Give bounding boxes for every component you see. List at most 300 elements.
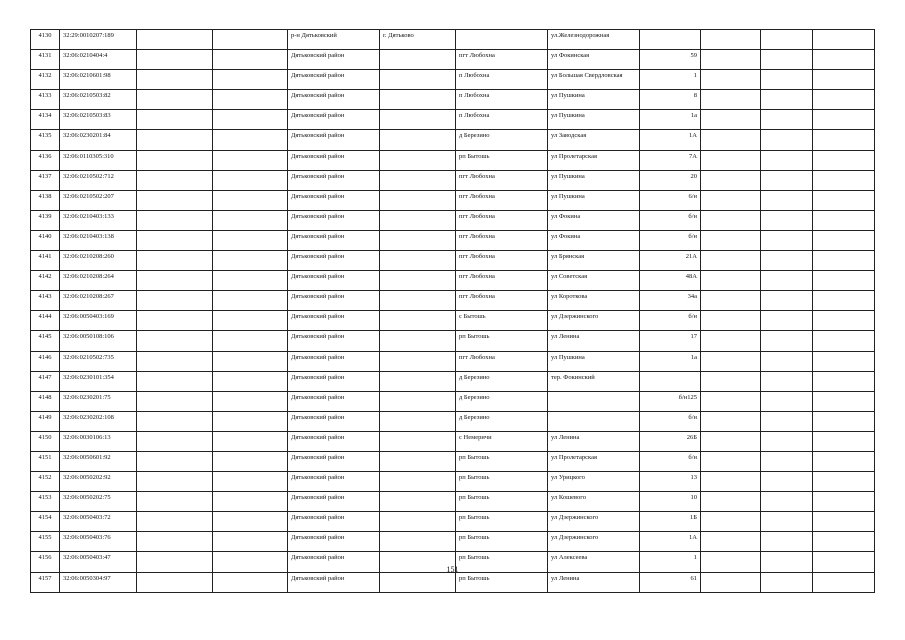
record-number-cell: 4138 — [31, 190, 60, 210]
street-cell: ул Большая Свердловская — [548, 70, 640, 90]
street-cell: ул Пушкина — [548, 90, 640, 110]
col-4-cell — [213, 351, 288, 371]
locality-cell: пгт Любохна — [456, 271, 548, 291]
table-row — [31, 30, 875, 50]
district-cell: Дятьковский район — [288, 371, 380, 391]
street-cell — [548, 391, 640, 411]
col-11-cell — [761, 431, 813, 451]
district-cell: Дятьковский район — [288, 170, 380, 190]
col-11-cell — [761, 90, 813, 110]
locality-cell: пгт Любохна — [456, 210, 548, 230]
district-cell: Дятьковский район — [288, 512, 380, 532]
cadastral-number-cell: 32:06:0230201:75 — [60, 391, 137, 411]
col-11-cell — [761, 70, 813, 90]
district-cell: Дятьковский район — [288, 251, 380, 271]
house-number-cell — [640, 30, 701, 50]
col-10-cell — [701, 371, 761, 391]
house-number-cell: 1 — [640, 552, 701, 572]
house-number-cell: 21А — [640, 251, 701, 271]
record-number-cell: 4130 — [31, 30, 60, 50]
table-row — [31, 391, 875, 411]
col-10-cell — [701, 130, 761, 150]
house-number-cell: 17 — [640, 331, 701, 351]
record-number-cell: 4135 — [31, 130, 60, 150]
col-3-cell — [137, 431, 213, 451]
col-3-cell — [137, 70, 213, 90]
district-cell: Дятьковский район — [288, 150, 380, 170]
col-4-cell — [213, 572, 288, 592]
street-cell: ул Алексеева — [548, 552, 640, 572]
col-3-cell — [137, 512, 213, 532]
col-3-cell — [137, 90, 213, 110]
district-cell: Дятьковский район — [288, 90, 380, 110]
col-10-cell — [701, 30, 761, 50]
locality-cell: пгт Любохна — [456, 351, 548, 371]
col-11-cell — [761, 411, 813, 431]
col-11-cell — [761, 331, 813, 351]
col-10-cell — [701, 391, 761, 411]
cadastral-number-cell: 32:29:0010207:189 — [60, 30, 137, 50]
city-cell — [380, 391, 456, 411]
city-cell — [380, 150, 456, 170]
col-11-cell — [761, 492, 813, 512]
record-number-cell: 4133 — [31, 90, 60, 110]
locality-cell: д Березино — [456, 411, 548, 431]
col-3-cell — [137, 451, 213, 471]
cadastral-number-cell: 32:06:0210601:98 — [60, 70, 137, 90]
col-3-cell — [137, 411, 213, 431]
cadastral-number-cell: 32:06:0210403:133 — [60, 210, 137, 230]
locality-cell: рп Бытошь — [456, 532, 548, 552]
city-cell — [380, 492, 456, 512]
col-10-cell — [701, 110, 761, 130]
col-3-cell — [137, 492, 213, 512]
table-row — [31, 572, 875, 592]
col-11-cell — [761, 251, 813, 271]
district-cell: Дятьковский район — [288, 311, 380, 331]
cadastral-number-cell: 32:06:0050304:97 — [60, 572, 137, 592]
city-cell — [380, 130, 456, 150]
col-3-cell — [137, 190, 213, 210]
col-4-cell — [213, 190, 288, 210]
locality-cell: пгт Любохна — [456, 190, 548, 210]
table-row — [31, 451, 875, 471]
house-number-cell: 1 — [640, 70, 701, 90]
col-3-cell — [137, 251, 213, 271]
house-number-cell: б/н — [640, 210, 701, 230]
col-3-cell — [137, 30, 213, 50]
col-12-cell — [813, 311, 875, 331]
street-cell: ул Дзержинского — [548, 512, 640, 532]
record-number-cell: 4145 — [31, 331, 60, 351]
col-12-cell — [813, 512, 875, 532]
district-cell: Дятьковский район — [288, 190, 380, 210]
locality-cell: рп Бытошь — [456, 552, 548, 572]
col-12-cell — [813, 431, 875, 451]
street-cell: ул Брянская — [548, 251, 640, 271]
col-10-cell — [701, 411, 761, 431]
cadastral-number-cell: 32:06:0210503:82 — [60, 90, 137, 110]
col-10-cell — [701, 311, 761, 331]
house-number-cell: 8 — [640, 90, 701, 110]
col-12-cell — [813, 492, 875, 512]
locality-cell: п Любохна — [456, 90, 548, 110]
house-number-cell: 1Б — [640, 512, 701, 532]
street-cell: ул Фокинская — [548, 50, 640, 70]
city-cell — [380, 351, 456, 371]
record-number-cell: 4142 — [31, 271, 60, 291]
col-4-cell — [213, 170, 288, 190]
col-11-cell — [761, 311, 813, 331]
col-12-cell — [813, 291, 875, 311]
col-12-cell — [813, 532, 875, 552]
record-number-cell: 4156 — [31, 552, 60, 572]
locality-cell: рп Бытошь — [456, 572, 548, 592]
locality-cell: пгт Любохна — [456, 50, 548, 70]
col-4-cell — [213, 391, 288, 411]
col-4-cell — [213, 532, 288, 552]
table-row — [31, 291, 875, 311]
table-row — [31, 70, 875, 90]
col-10-cell — [701, 230, 761, 250]
street-cell: ул Пушкина — [548, 170, 640, 190]
col-12-cell — [813, 50, 875, 70]
house-number-cell: 1а — [640, 351, 701, 371]
locality-cell: с Немеричи — [456, 431, 548, 451]
record-number-cell: 4141 — [31, 251, 60, 271]
col-3-cell — [137, 210, 213, 230]
locality-cell: пгт Любохна — [456, 251, 548, 271]
street-cell: ул Пушкина — [548, 190, 640, 210]
col-4-cell — [213, 251, 288, 271]
col-4-cell — [213, 371, 288, 391]
col-11-cell — [761, 572, 813, 592]
col-11-cell — [761, 371, 813, 391]
record-number-cell: 4131 — [31, 50, 60, 70]
city-cell — [380, 472, 456, 492]
record-number-cell: 4137 — [31, 170, 60, 190]
col-4-cell — [213, 130, 288, 150]
city-cell — [380, 291, 456, 311]
house-number-cell: 13 — [640, 472, 701, 492]
col-12-cell — [813, 130, 875, 150]
table-row — [31, 431, 875, 451]
col-12-cell — [813, 351, 875, 371]
city-cell: г. Дятьково — [380, 30, 456, 50]
col-12-cell — [813, 150, 875, 170]
col-3-cell — [137, 311, 213, 331]
city-cell — [380, 190, 456, 210]
locality-cell: пгт Любохна — [456, 170, 548, 190]
district-cell: Дятьковский район — [288, 552, 380, 572]
col-12-cell — [813, 190, 875, 210]
col-10-cell — [701, 451, 761, 471]
house-number-cell: 7А — [640, 150, 701, 170]
col-12-cell — [813, 230, 875, 250]
col-11-cell — [761, 210, 813, 230]
district-cell: Дятьковский район — [288, 391, 380, 411]
street-cell: ул Советская — [548, 271, 640, 291]
locality-cell: д Березино — [456, 371, 548, 391]
city-cell — [380, 512, 456, 532]
cadastral-number-cell: 32:06:0110305:310 — [60, 150, 137, 170]
district-cell: Дятьковский район — [288, 431, 380, 451]
table-row — [31, 110, 875, 130]
cadastral-number-cell: 32:06:0050403:47 — [60, 552, 137, 572]
col-3-cell — [137, 230, 213, 250]
house-number-cell: 6/н — [640, 190, 701, 210]
col-10-cell — [701, 90, 761, 110]
street-cell: ул Урицкого — [548, 472, 640, 492]
city-cell — [380, 431, 456, 451]
col-12-cell — [813, 170, 875, 190]
cadastral-number-cell: 32:06:0050403:169 — [60, 311, 137, 331]
record-number-cell: 4153 — [31, 492, 60, 512]
col-4-cell — [213, 331, 288, 351]
col-10-cell — [701, 210, 761, 230]
cadastral-number-cell: 32:06:0210208:267 — [60, 291, 137, 311]
page-number: 151 — [446, 565, 459, 574]
city-cell — [380, 170, 456, 190]
record-number-cell: 4152 — [31, 472, 60, 492]
street-cell: ул Кошевого — [548, 492, 640, 512]
col-4-cell — [213, 492, 288, 512]
city-cell — [380, 230, 456, 250]
col-4-cell — [213, 30, 288, 50]
table-row — [31, 150, 875, 170]
col-12-cell — [813, 210, 875, 230]
col-4-cell — [213, 411, 288, 431]
col-11-cell — [761, 230, 813, 250]
district-cell: Дятьковский район — [288, 130, 380, 150]
district-cell: Дятьковский район — [288, 472, 380, 492]
house-number-cell — [640, 371, 701, 391]
locality-cell — [456, 30, 548, 50]
record-number-cell: 4149 — [31, 411, 60, 431]
col-3-cell — [137, 110, 213, 130]
col-3-cell — [137, 130, 213, 150]
house-number-cell: 26Б — [640, 431, 701, 451]
col-11-cell — [761, 170, 813, 190]
col-11-cell — [761, 130, 813, 150]
col-3-cell — [137, 472, 213, 492]
col-11-cell — [761, 451, 813, 471]
col-3-cell — [137, 572, 213, 592]
col-4-cell — [213, 230, 288, 250]
district-cell: Дятьковский район — [288, 331, 380, 351]
col-10-cell — [701, 512, 761, 532]
col-12-cell — [813, 110, 875, 130]
locality-cell: рп Бытошь — [456, 451, 548, 471]
cadastral-number-cell: 32:06:0050202:92 — [60, 472, 137, 492]
col-4-cell — [213, 50, 288, 70]
col-4-cell — [213, 431, 288, 451]
cadastral-number-cell: 32:06:0210502:735 — [60, 351, 137, 371]
col-4-cell — [213, 210, 288, 230]
table-row — [31, 251, 875, 271]
col-11-cell — [761, 150, 813, 170]
table-row — [31, 311, 875, 331]
locality-cell: п Любохна — [456, 110, 548, 130]
street-cell: ул Пушкина — [548, 351, 640, 371]
cadastral-number-cell: 32:06:0230202:108 — [60, 411, 137, 431]
locality-cell: рп Бытошь — [456, 512, 548, 532]
district-cell: Дятьковский район — [288, 291, 380, 311]
table-row — [31, 210, 875, 230]
cadastral-number-cell: 32:06:0050108:106 — [60, 331, 137, 351]
cadastral-number-cell: 32:06:0050403:72 — [60, 512, 137, 532]
house-number-cell: б/н — [640, 411, 701, 431]
cadastral-number-cell: 32:06:0210503:83 — [60, 110, 137, 130]
col-11-cell — [761, 391, 813, 411]
col-3-cell — [137, 150, 213, 170]
col-4-cell — [213, 291, 288, 311]
street-cell: ул Пролетарская — [548, 150, 640, 170]
cadastral-number-cell: 32:06:0050403:76 — [60, 532, 137, 552]
col-12-cell — [813, 90, 875, 110]
house-number-cell: б/н — [640, 230, 701, 250]
record-number-cell: 4150 — [31, 431, 60, 451]
col-12-cell — [813, 70, 875, 90]
cadastral-number-cell: 32:06:0230201:84 — [60, 130, 137, 150]
district-cell: Дятьковский район — [288, 230, 380, 250]
house-number-cell: 48А — [640, 271, 701, 291]
col-12-cell — [813, 331, 875, 351]
house-number-cell: 34а — [640, 291, 701, 311]
city-cell — [380, 371, 456, 391]
street-cell: ул Дзержинского — [548, 532, 640, 552]
record-number-cell: 4154 — [31, 512, 60, 532]
col-11-cell — [761, 30, 813, 50]
city-cell — [380, 251, 456, 271]
street-cell: ул Ленина — [548, 572, 640, 592]
table-row — [31, 492, 875, 512]
district-cell: Дятьковский район — [288, 532, 380, 552]
street-cell: ул Фокина — [548, 230, 640, 250]
record-number-cell: 4136 — [31, 150, 60, 170]
locality-cell: д Березино — [456, 130, 548, 150]
street-cell: ул.Железнодорожная — [548, 30, 640, 50]
city-cell — [380, 110, 456, 130]
col-11-cell — [761, 512, 813, 532]
house-number-cell: 10 — [640, 492, 701, 512]
col-12-cell — [813, 451, 875, 471]
cadastral-number-cell: 32:06:0050601:92 — [60, 451, 137, 471]
col-4-cell — [213, 311, 288, 331]
house-number-cell: 1А — [640, 130, 701, 150]
locality-cell: рп Бытошь — [456, 492, 548, 512]
col-12-cell — [813, 572, 875, 592]
table-body — [31, 30, 875, 593]
cadastral-number-cell: 32:06:0210502:712 — [60, 170, 137, 190]
locality-cell: д Березино — [456, 391, 548, 411]
street-cell — [548, 411, 640, 431]
col-11-cell — [761, 110, 813, 130]
house-number-cell: б/н — [640, 311, 701, 331]
col-10-cell — [701, 70, 761, 90]
locality-cell: пгт Любохна — [456, 291, 548, 311]
street-cell: ул Ленина — [548, 431, 640, 451]
district-cell: р-н Дятьковский — [288, 30, 380, 50]
col-3-cell — [137, 351, 213, 371]
table-row — [31, 230, 875, 250]
cadastral-number-cell: 32:06:0030106:13 — [60, 431, 137, 451]
table-row — [31, 50, 875, 70]
col-3-cell — [137, 50, 213, 70]
col-10-cell — [701, 472, 761, 492]
col-4-cell — [213, 451, 288, 471]
col-10-cell — [701, 431, 761, 451]
table-row — [31, 271, 875, 291]
col-10-cell — [701, 190, 761, 210]
col-11-cell — [761, 190, 813, 210]
street-cell: ул Ленина — [548, 331, 640, 351]
col-4-cell — [213, 512, 288, 532]
record-number-cell: 4155 — [31, 532, 60, 552]
cadastral-number-cell: 32:06:0210502:207 — [60, 190, 137, 210]
street-cell: ул Дзержинского — [548, 311, 640, 331]
city-cell — [380, 90, 456, 110]
table-row — [31, 472, 875, 492]
street-cell: ул Пушкина — [548, 110, 640, 130]
street-cell: ул Короткова — [548, 291, 640, 311]
col-10-cell — [701, 492, 761, 512]
col-10-cell — [701, 532, 761, 552]
col-3-cell — [137, 532, 213, 552]
district-cell: Дятьковский район — [288, 411, 380, 431]
col-3-cell — [137, 271, 213, 291]
col-10-cell — [701, 50, 761, 70]
cadastral-number-cell: 32:06:0210404:4 — [60, 50, 137, 70]
street-cell: ул Заводская — [548, 130, 640, 150]
district-cell: Дятьковский район — [288, 492, 380, 512]
record-number-cell: 4146 — [31, 351, 60, 371]
record-number-cell: 4144 — [31, 311, 60, 331]
col-3-cell — [137, 170, 213, 190]
locality-cell: пгт Любохна — [456, 230, 548, 250]
city-cell — [380, 451, 456, 471]
house-number-cell: б/н125 — [640, 391, 701, 411]
record-number-cell: 4140 — [31, 230, 60, 250]
col-3-cell — [137, 291, 213, 311]
house-number-cell: б/н — [640, 451, 701, 471]
col-12-cell — [813, 30, 875, 50]
house-number-cell: 1А — [640, 532, 701, 552]
col-11-cell — [761, 50, 813, 70]
col-10-cell — [701, 572, 761, 592]
cadastral-number-cell: 32:06:0210403:138 — [60, 230, 137, 250]
cadastral-number-cell: 32:06:0050202:75 — [60, 492, 137, 512]
col-12-cell — [813, 371, 875, 391]
table-row — [31, 331, 875, 351]
record-number-cell: 4148 — [31, 391, 60, 411]
col-11-cell — [761, 532, 813, 552]
col-3-cell — [137, 371, 213, 391]
table-row — [31, 532, 875, 552]
col-10-cell — [701, 150, 761, 170]
locality-cell: рп Бытошь — [456, 472, 548, 492]
city-cell — [380, 210, 456, 230]
city-cell — [380, 411, 456, 431]
col-4-cell — [213, 150, 288, 170]
record-number-cell: 4143 — [31, 291, 60, 311]
table-row — [31, 170, 875, 190]
cadastral-number-cell: 32:06:0210208:264 — [60, 271, 137, 291]
city-cell — [380, 331, 456, 351]
house-number-cell: 1а — [640, 110, 701, 130]
street-cell: ул Фокина — [548, 210, 640, 230]
district-cell: Дятьковский район — [288, 351, 380, 371]
